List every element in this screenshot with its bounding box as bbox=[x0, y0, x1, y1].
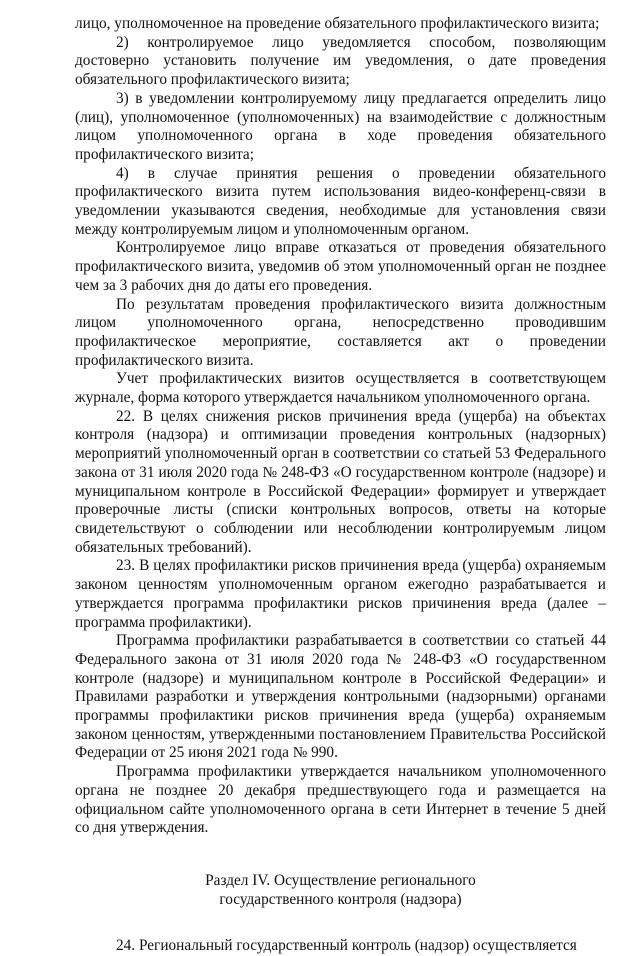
paragraph-program-development: Программа профилактики разрабатывается в соответствии со статьей 44 Федерального закона от 31 июля 2020 года № 248-ФЗ «О государственном контроле (надзоре) и муниципальном контроле в Российской Федерации» и Правилами разработки и утверждения контрольными (надзорными) органами программы профилактики рисков причинения вреда (ущерба) охраняемым законом ценностям, утвержденными постановлением Правительства Российской Федерации от 25 июня 2021 года № 990. bbox=[75, 632, 606, 762]
section-heading-line-2: государственного контроля (надзора) bbox=[219, 890, 462, 908]
paragraph-item-4: 4) в случае принятия решения о проведении обязательного профилактического визита путем использования видео-конференц-связи в уведомлении указываются сведения, необходимые для установления связи между контролируемым лицом и уполномоченным органом. bbox=[75, 164, 606, 238]
section-heading-line-1: Раздел IV. Осуществление регионального bbox=[205, 871, 476, 889]
paragraph-22: 22. В целях снижения рисков причинения вреда (ущерба) на объектах контроля (надзора) и оптимизации проведения контрольных (надзорных) мероприятий уполномоченный орган в соответствии со статьей 53 Федерального закона от 31 июля 2020 года № 248-ФЗ «О государственном контроле (надзоре) и муниципальном контроле в Российской Федерации» формирует и утверждает проверочные листы (списки контрольных вопросов, ответы на которые свидетельствуют о соблюдении или несоблюдении контролируемым лицом обязательных требований). bbox=[75, 407, 606, 556]
paragraph-item-2: 2) контролируемое лицо уведомляется способом, позволяющим достоверно установить получение им уведомления, о дате проведения обязательного профилактического визита; bbox=[75, 33, 606, 89]
paragraph-23: 23. В целях профилактики рисков причинения вреда (ущерба) охраняемым законом ценностям уполномоченным органом ежегодно разрабатывается и утверждается программа профилактики рисков причинения вреда (далее – программа профилактики). bbox=[75, 557, 606, 631]
paragraph-act: По результатам проведения профилактического визита должностным лицом уполномоченного органа, непосредственно проводившим профилактическое мероприятие, составляется акт о проведении профилактического визита. bbox=[75, 295, 606, 369]
paragraph-continuation: лицо, уполномоченное на проведение обязательного профилактического визита; bbox=[75, 15, 600, 32]
paragraph-24: 24. Региональный государственный контроль (надзор) осуществляется bbox=[116, 937, 577, 955]
paragraph-program-approval: Программа профилактики утверждается начальником уполномоченного органа не позднее 20 декабря предшествующего года и размещается на официальном сайте уполномоченного органа в сети Интернет в течение 5 дней со дня утверждения. bbox=[75, 763, 606, 837]
paragraph-item-3: 3) в уведомлении контролируемому лицу предлагается определить лицо (лиц), уполномоченное (уполномоченных) на взаимодействие с должностным лицом уполномоченного органа в ходе проведения обязательного профилактического визита; bbox=[75, 89, 606, 163]
paragraph-refusal: Контролируемое лицо вправе отказаться от проведения обязательного профилактического визита, уведомив об этом уполномоченный орган не позднее чем за 3 рабочих дня до даты его проведения. bbox=[75, 239, 606, 294]
section-heading bbox=[75, 872, 606, 909]
paragraph-journal: Учет профилактических визитов осуществляется в соответствующем журнале, форма которого утверждается начальником уполномоченного органа. bbox=[75, 370, 606, 407]
